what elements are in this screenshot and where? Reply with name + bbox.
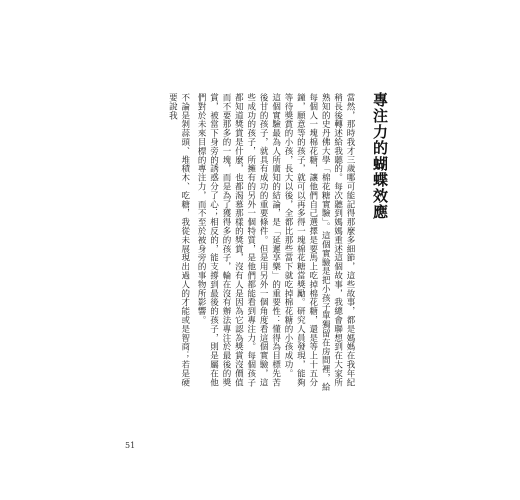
body-text [162, 93, 356, 393]
chapter-heading: 專注力的蝴蝶效應 [371, 92, 389, 220]
paragraph-3: 不論是剝蒜頭、堆積木、吃糖，我從未展現出過人的才能或是智商；若是硬要說我 [167, 93, 190, 387]
paragraph-2: 這個實驗最為人所廣知的結論，是「延遲享樂」的重要性：懂得為目標先苦後甘的孩子，就具有成功的重要條件。但是用另外一個角度看這個實驗，這些成功的孩子，所擁有的另外一個特質，是他們都能看到專注力。每個孩子都知道獎賞是什麼，也都渴慕那樣的獎賞，沒有人是因為它認為獎賞沒價值而不要那多的一塊，而是為了獲得多的孩子，輪在沒有辦法專注於最後的獎賞，被當下身旁的誘惑分了心；相反的，能支撐到最後的孩子，則是屬在他們對於未來目標的專注力，而不至於被身旁的事物所影響。 [196, 93, 281, 387]
paragraph-1: 當然，那時我才三歲哪可能記得那麼多細節，這些故事，都是媽媽在我年紀稍長後轉述給我聽的。每次聽到媽媽重述這個故事，我總會聯想到在大家所熟知的史丹佛大學「棉花糖實驗」。這個實驗是把小孩子單獨留在房間裡，給每個人一塊棉花糖，讓他們自己選擇是要馬上吃掉棉花糖，還是等上十五分鐘，願意等的孩子，就可以再多得一塊棉花糖當獎勵。研究人員發現，能夠等待獎賞的小孩，長大以後，全都比那些當下就吃掉棉花糖的小孩成功。 [282, 93, 355, 392]
page-number: 51 [125, 441, 136, 450]
